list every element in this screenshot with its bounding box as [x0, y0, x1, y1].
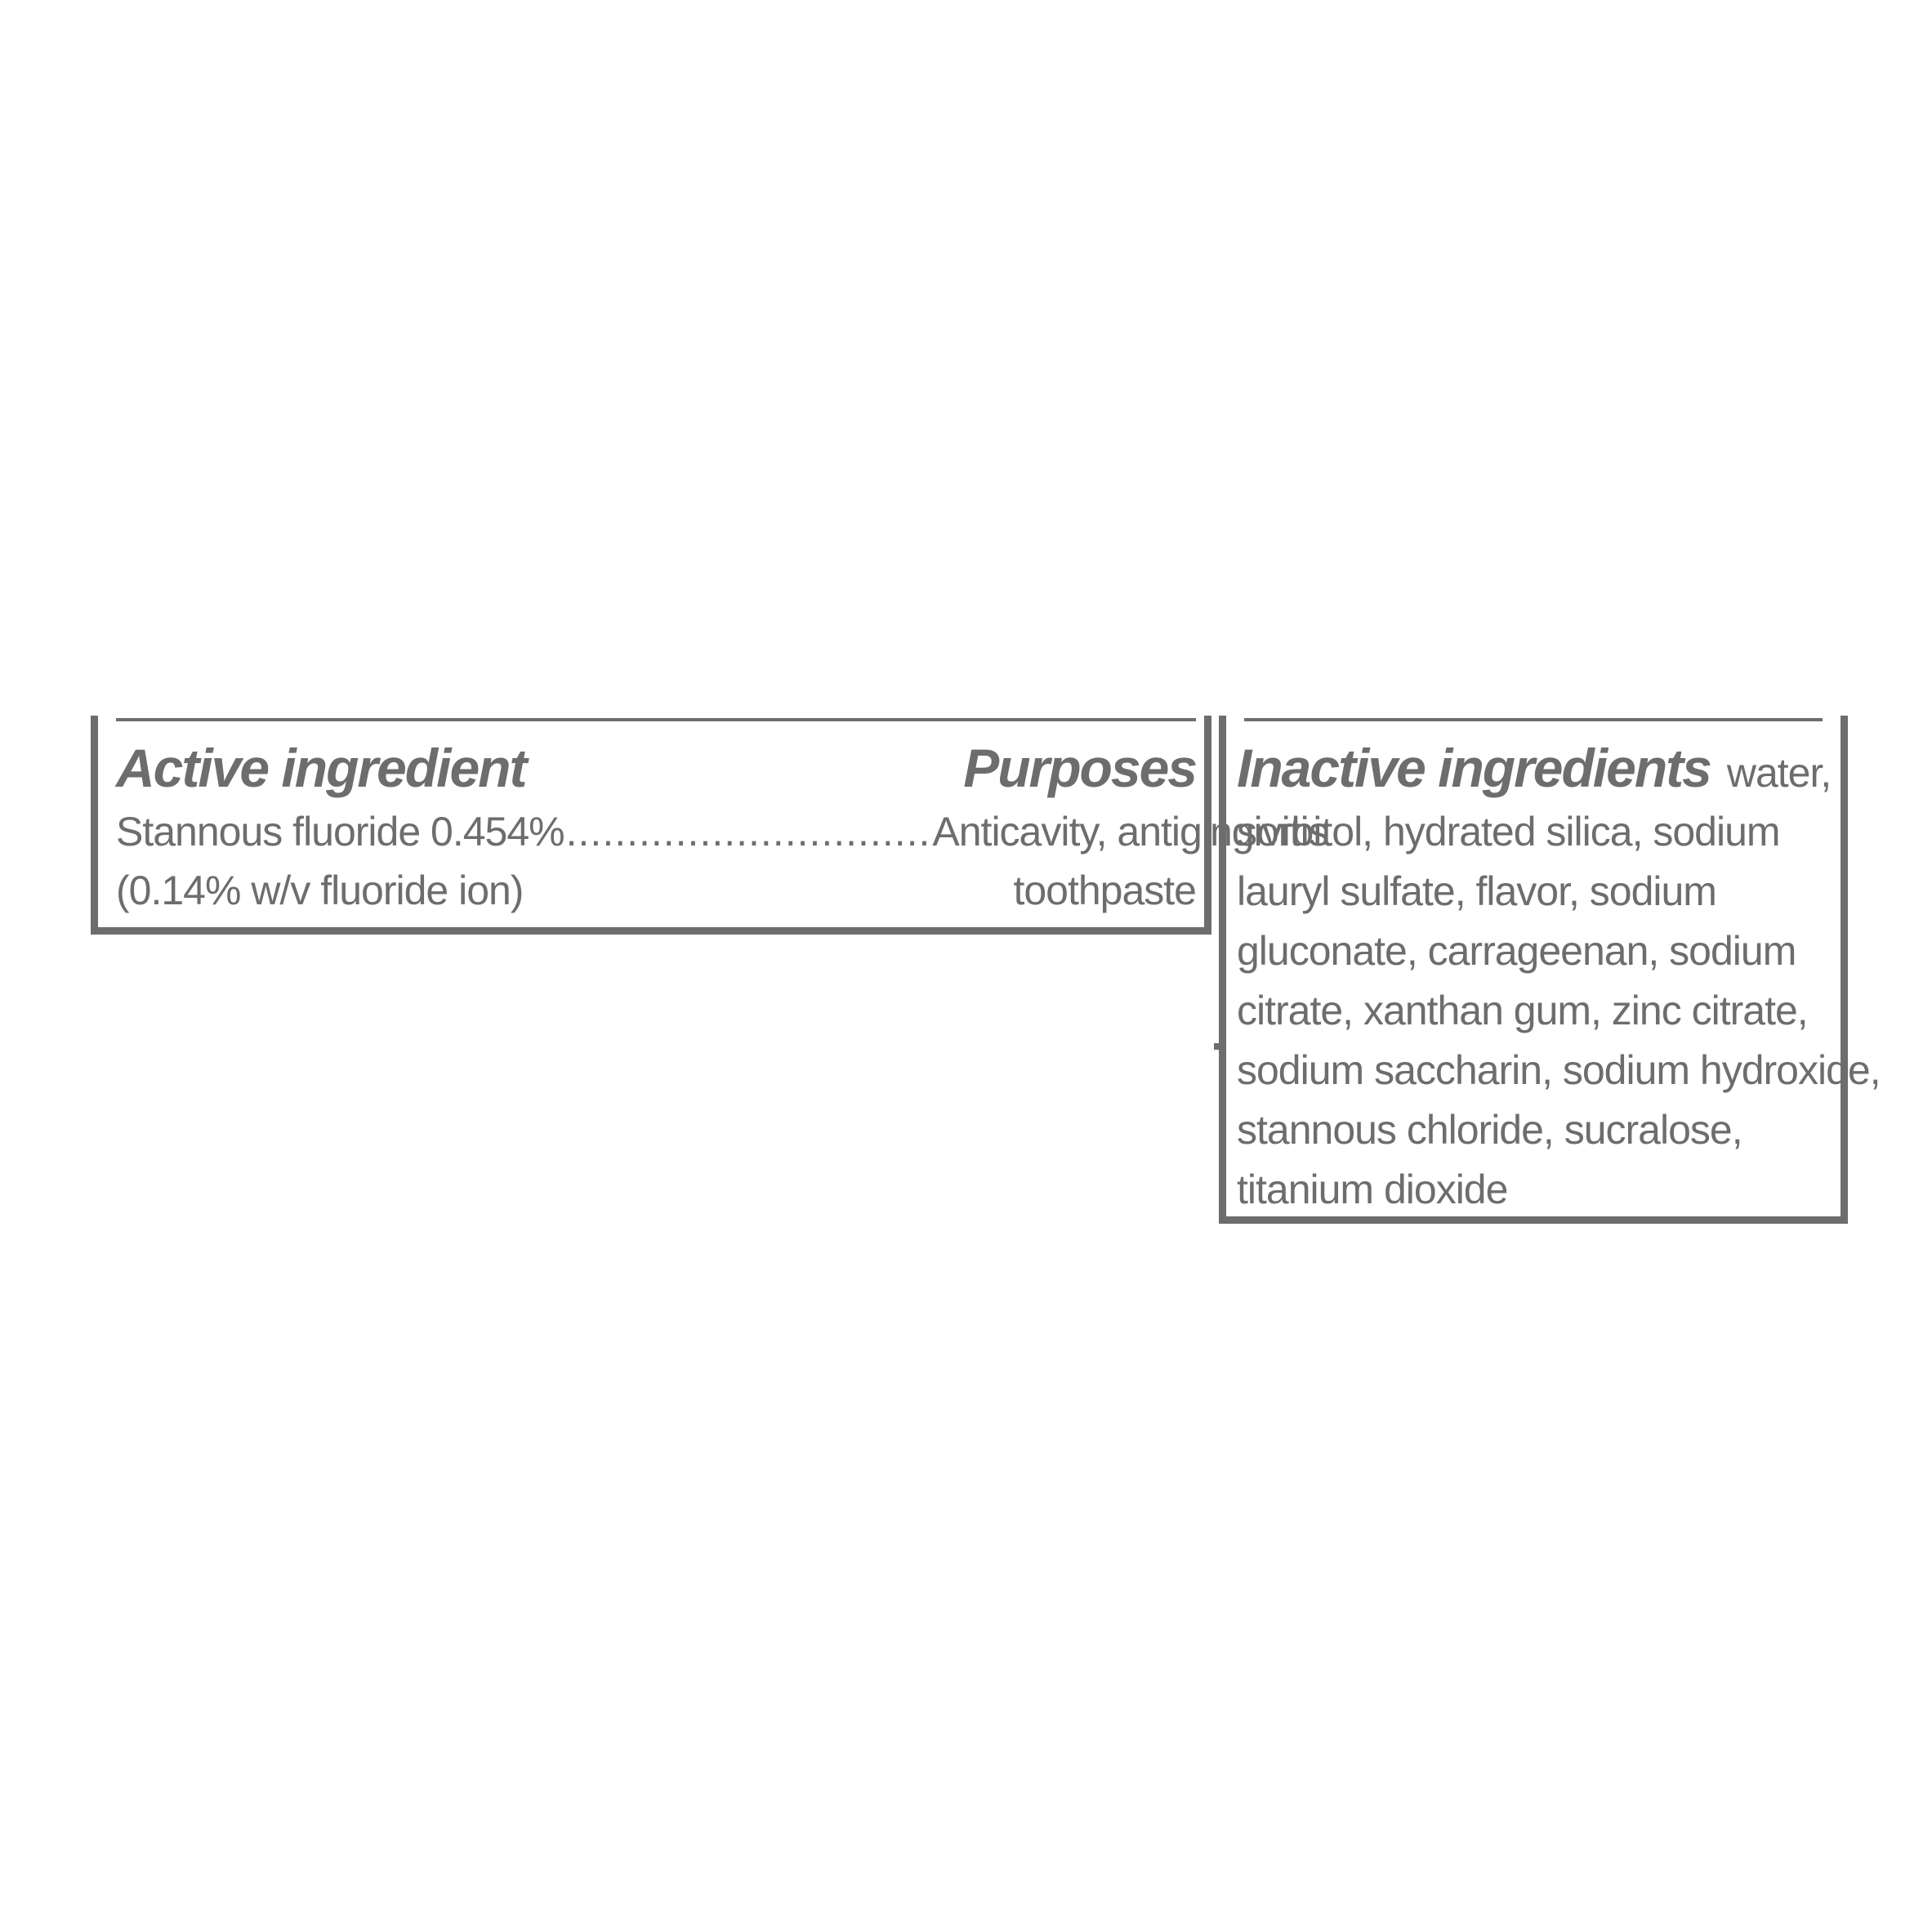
inactive-ingredients-line: sodium saccharin, sodium hydroxide, [1237, 1047, 1881, 1093]
inactive-ingredients-line: gluconate, carrageenan, sodium [1237, 928, 1796, 974]
active-heading-row [116, 734, 1196, 802]
drug-row [116, 802, 1328, 861]
ingredient-note: (0.14% w/v fluoride ion) [116, 868, 524, 913]
inactive-ingredients-heading: Inactive ingredients [1237, 738, 1711, 798]
purposes-heading: Purposes [963, 738, 1196, 798]
inactive-ingredients-line: stannous chloride, sucralose, [1237, 1107, 1742, 1153]
inactive-ingredients-panel [1219, 716, 1881, 1224]
drug-subrow [116, 861, 1196, 920]
top-rule [1244, 718, 1823, 721]
active-ingredient-panel [91, 716, 1328, 935]
purpose-text: Anticavity, antigingivitis [932, 809, 1328, 854]
active-ingredient-content [116, 734, 1328, 920]
inactive-ingredients-line: titanium dioxide [1237, 1167, 1508, 1212]
purpose-continuation: toothpaste [1013, 868, 1196, 913]
leader-dots: .............................. [565, 809, 931, 854]
active-ingredient-heading: Active ingredient [116, 738, 526, 798]
ingredient-name: Stannous fluoride 0.454% [116, 809, 564, 854]
inactive-ingredients-line: sorbitol, hydrated silica, sodium [1237, 809, 1780, 854]
top-rule [116, 718, 1196, 721]
inactive-ingredients-line: water, [1726, 750, 1832, 796]
inactive-first-line [1237, 734, 1832, 802]
inactive-ingredients-content [1237, 734, 1881, 1220]
inactive-ingredients-line: lauryl sulfate, flavor, sodium [1237, 868, 1716, 914]
inactive-ingredients-line: citrate, xanthan gum, zinc citrate, [1237, 988, 1808, 1033]
